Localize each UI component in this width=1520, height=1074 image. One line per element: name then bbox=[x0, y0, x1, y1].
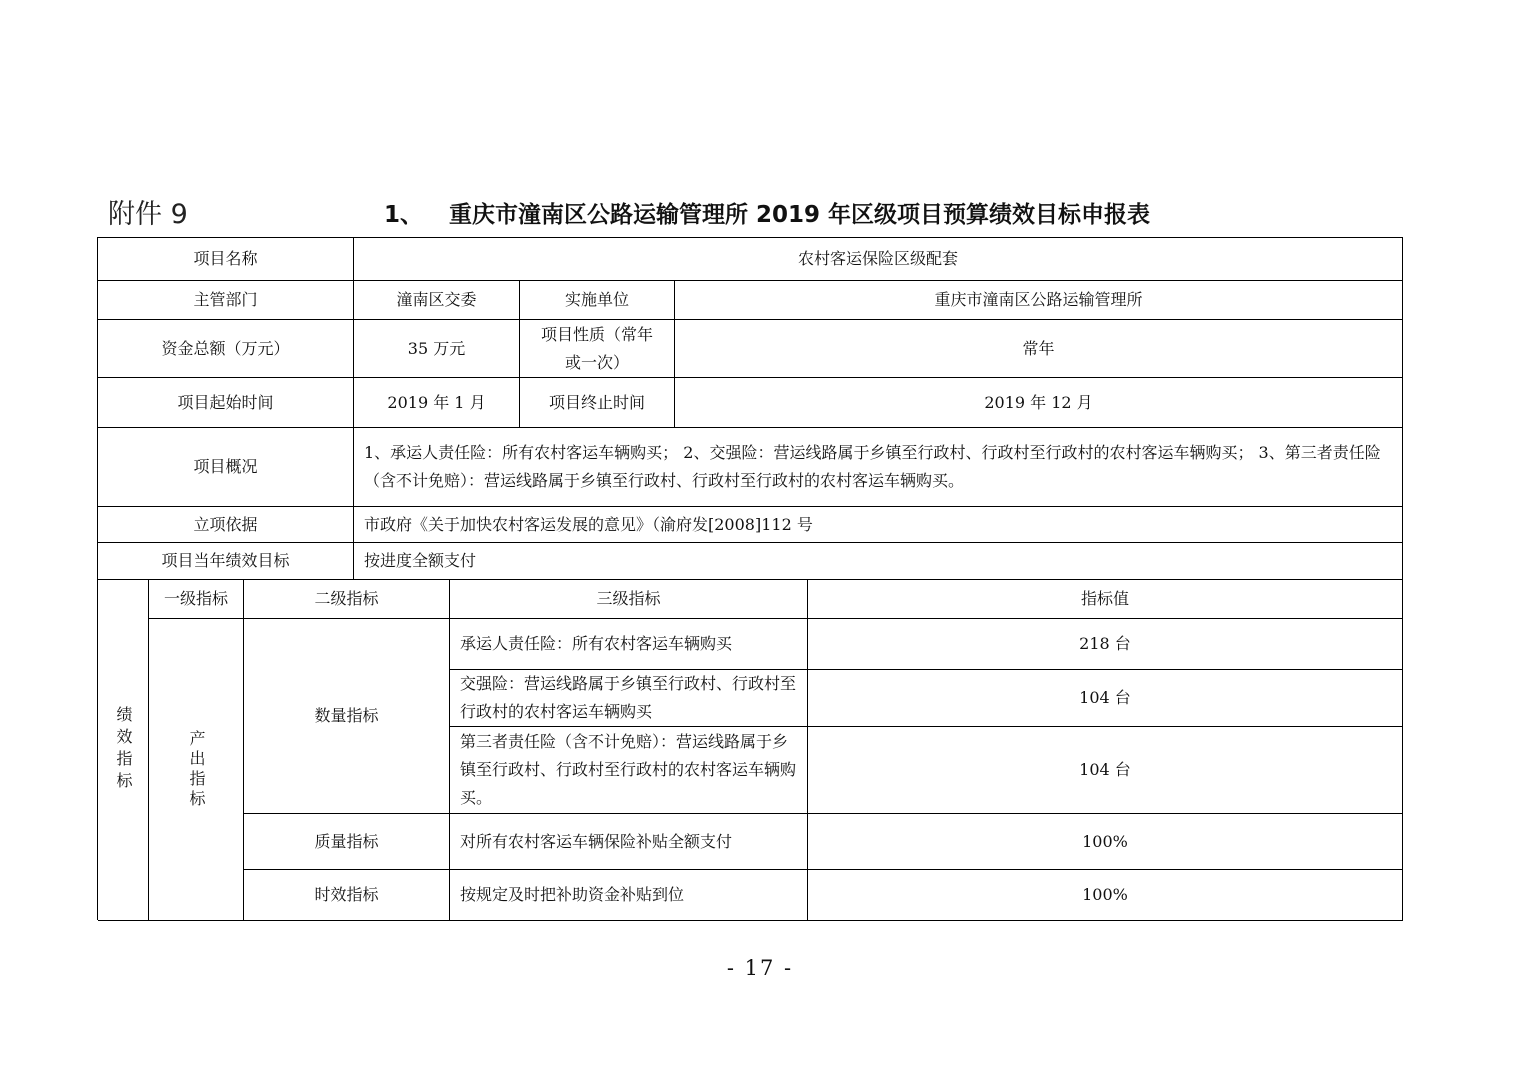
end-label: 项目终止时间 bbox=[520, 378, 675, 428]
document-title bbox=[384, 196, 1150, 229]
indicator-desc-5: 按规定及时把补助资金补贴到位 bbox=[450, 870, 808, 921]
col-header-level1: 一级指标 bbox=[149, 580, 244, 619]
impl-label: 实施单位 bbox=[520, 281, 675, 320]
indicator-desc-2: 交强险：营运线路属于乡镇至行政村、行政村至行政村的农村客运车辆购买 bbox=[450, 670, 808, 727]
overview-label: 项目概况 bbox=[98, 428, 354, 507]
indicator-value-5: 100% bbox=[808, 870, 1403, 921]
attachment-label: 附件 9 bbox=[108, 199, 188, 230]
nature-value: 常年 bbox=[675, 320, 1403, 378]
level2-quantity: 数量指标 bbox=[244, 619, 450, 814]
end-value: 2019 年 12 月 bbox=[675, 378, 1403, 428]
col-header-level2: 二级指标 bbox=[244, 580, 450, 619]
page-number: - 17 - bbox=[726, 956, 794, 980]
nature-label: 项目性质（常年或一次） bbox=[520, 320, 675, 378]
start-value: 2019 年 1 月 bbox=[354, 378, 520, 428]
performance-indicators-label bbox=[98, 580, 149, 921]
indicator-desc-4: 对所有农村客运车辆保险补贴全额支付 bbox=[450, 814, 808, 870]
basis-label: 立项依据 bbox=[98, 507, 354, 543]
row-goal bbox=[98, 543, 1403, 580]
level2-quality: 质量指标 bbox=[244, 814, 450, 870]
goal-value: 按进度全额支付 bbox=[354, 543, 1403, 580]
level1-text: 产出指标 bbox=[187, 729, 206, 810]
start-label: 项目起始时间 bbox=[98, 378, 354, 428]
project-name-value: 农村客运保险区级配套 bbox=[354, 238, 1403, 281]
row-overview bbox=[98, 428, 1403, 507]
dept-label: 主管部门 bbox=[98, 281, 354, 320]
fund-label: 资金总额（万元） bbox=[98, 320, 354, 378]
project-name-label: 项目名称 bbox=[98, 238, 354, 281]
col-header-level3: 三级指标 bbox=[450, 580, 808, 619]
title-number: 1、 bbox=[384, 202, 424, 228]
basis-value: 市政府《关于加快农村客运发展的意见》（渝府发[2008]112 号 bbox=[354, 507, 1403, 543]
impl-value: 重庆市潼南区公路运输管理所 bbox=[675, 281, 1403, 320]
indicator-value-1: 218 台 bbox=[808, 619, 1403, 670]
indicator-desc-1: 承运人责任险：所有农村客运车辆购买 bbox=[450, 619, 808, 670]
level1-output bbox=[149, 619, 244, 921]
section-label-text: 绩效指标 bbox=[114, 706, 133, 794]
overview-value: 1、承运人责任险：所有农村客运车辆购买； 2、交强险：营运线路属于乡镇至行政村、行政村至行政村的农村客运车辆购买； 3、第三者责任险（含不计免赔）：营运线路属于乡镇至行政村、行政村至行政村的农村客运车辆购买。 bbox=[354, 428, 1403, 507]
fund-value: 35 万元 bbox=[354, 320, 520, 378]
table-frame bbox=[97, 237, 1403, 920]
indicator-desc-3: 第三者责任险（含不计免赔）：营运线路属于乡镇至行政村、行政村至行政村的农村客运车辆购买。 bbox=[450, 727, 808, 814]
row-department bbox=[98, 281, 1403, 320]
indicator-value-4: 100% bbox=[808, 814, 1403, 870]
row-dates bbox=[98, 378, 1403, 428]
level2-timeliness: 时效指标 bbox=[244, 870, 450, 921]
indicator-value-3: 104 台 bbox=[808, 727, 1403, 814]
indicator-value-2: 104 台 bbox=[808, 670, 1403, 727]
row-basis bbox=[98, 507, 1403, 543]
title-text: 重庆市潼南区公路运输管理所 2019 年区级项目预算绩效目标申报表 bbox=[449, 202, 1151, 228]
goal-label: 项目当年绩效目标 bbox=[98, 543, 354, 580]
col-header-value: 指标值 bbox=[808, 580, 1403, 619]
row-project-name bbox=[98, 238, 1403, 281]
dept-value: 潼南区交委 bbox=[354, 281, 520, 320]
row-fund bbox=[98, 320, 1403, 378]
